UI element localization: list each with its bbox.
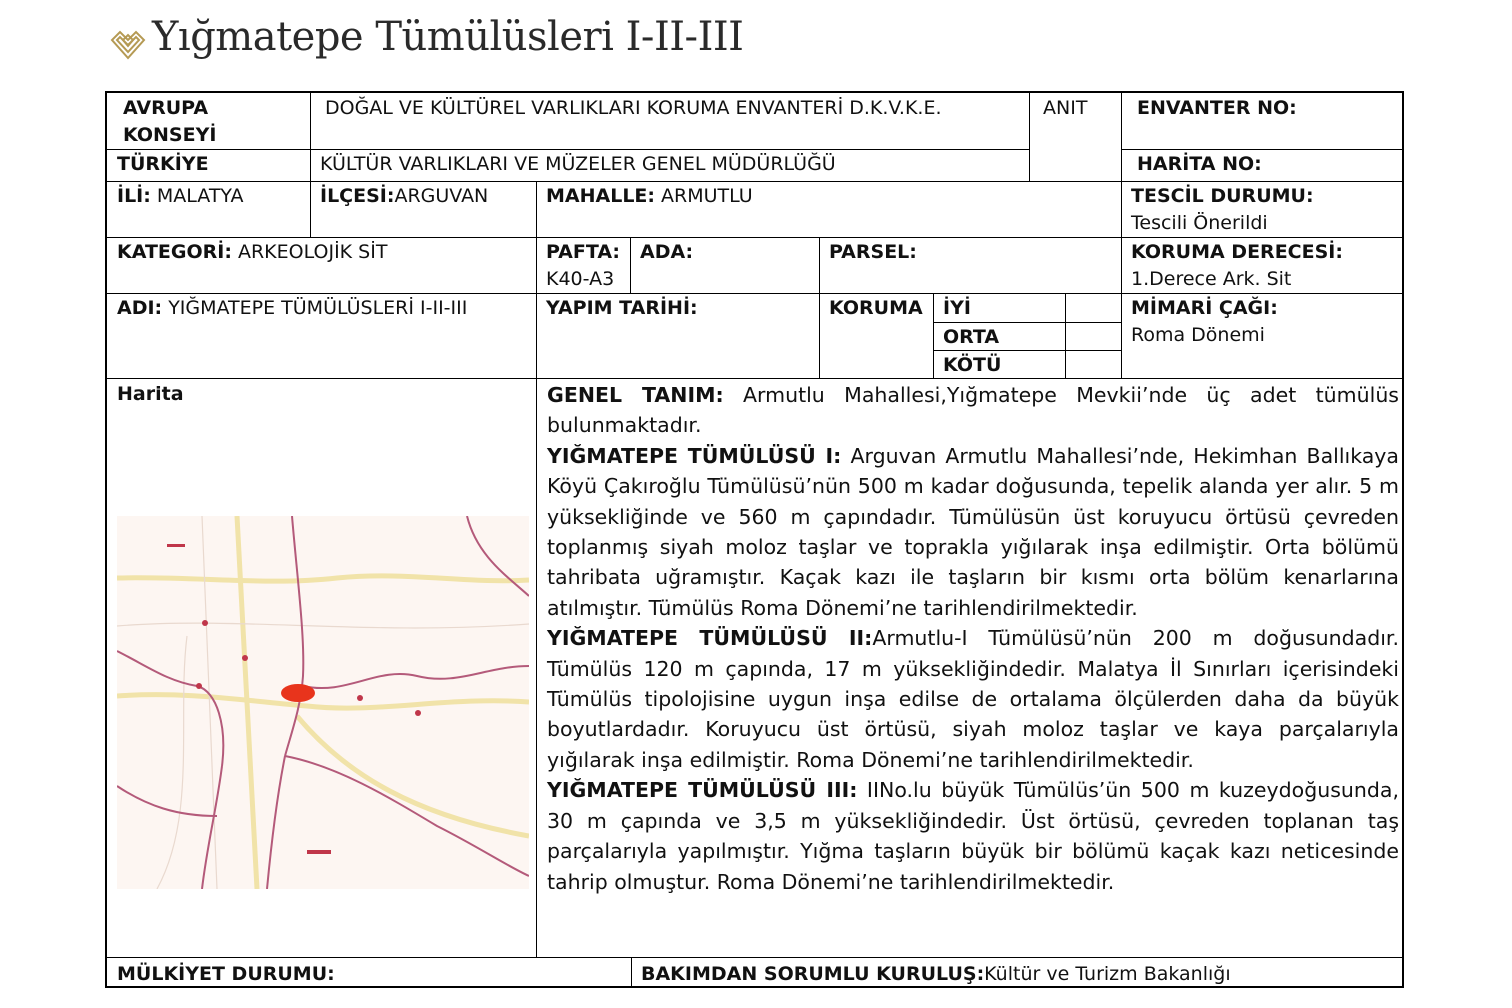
district-value: ARGUVAN (394, 185, 489, 207)
inventory-no (1127, 93, 1403, 124)
neighborhood-label: MAHALLE: (546, 185, 656, 207)
category-value: ARKEOLOJİK SİT (231, 241, 388, 263)
general-description (547, 380, 1399, 897)
inventory-form (105, 91, 1404, 988)
district-cell (310, 181, 536, 212)
protection-good (933, 293, 1065, 323)
parcel-cell (819, 237, 1121, 268)
tumulus-1-text: Arguvan Armutlu Mahallesi’nde, Hekimhan Ballıkaya Köyü Çakıroğlu Tümülüsü’nün 500 m kadar doğusunda, tepelik alanda yer alır. 5 m yüksekliğinde ve 560 m çapındadır. Tümülüsün üst koruyucu örtüsü çevreden toplanmış siyah moloz taşlar ve toprakla yığılarak inşa edilmiştir. Orta bölümü tahribata uğramıştır. Kaçak kazı ile taşların bir kısmı orta bölüm kenarlarına atılmıştır. Tümülüs Roma Dönemi’ne tarihlendirilmektedir. (547, 443, 1399, 620)
tumulus-3-text: IINo.lu büyük Tümülüs’ün 500 m kuzeydoğusunda, 30 m çapında ve 3,5 m yüksekliğindedir. Üst örtüsü, çevreden toplanan taş parçalarıyla yapılmıştır. Yığma taşların büyük bir bölümü kaçak kazı neticesinde tahrip olmuştur. Roma Dönemi’ne tarihlendirilmektedir. (547, 778, 1399, 894)
protection-medium (933, 322, 1065, 352)
name-label: ADI: (117, 297, 163, 319)
sheet-value: K40-A3 (546, 268, 615, 290)
architectural-age-label: MİMARİ ÇAĞI: (1131, 297, 1278, 319)
build-date-label: YAPIM TARİHİ: (546, 297, 698, 319)
district-label: İLÇESİ: (320, 185, 395, 207)
protection-degree-label: KORUMA DERECESİ: (1131, 241, 1343, 263)
protection-degree-cell (1121, 237, 1404, 295)
category-cell (107, 237, 536, 268)
sheet-label: PAFTA: (546, 241, 621, 263)
tumulus-3-paragraph (547, 775, 1399, 897)
registration-value: Tescili Önerildi (1131, 212, 1268, 234)
province-label: İLİ: (117, 185, 151, 207)
site-marker (281, 684, 315, 702)
maintenance-cell (631, 959, 1404, 990)
name-value: YIĞMATEPE TÜMÜLÜSLERİ I-II-III (162, 297, 468, 319)
neighborhood-value: ARMUTLU (655, 185, 753, 207)
map-label: Harita (117, 383, 184, 405)
map-no (1127, 149, 1403, 180)
province-value: MALATYA (150, 185, 244, 207)
registration-cell (1121, 181, 1404, 239)
general-label: GENEL TANIM: (547, 383, 724, 407)
architectural-age-cell (1121, 293, 1404, 351)
tumulus-2-label: YIĞMATEPE TÜMÜLÜSÜ II: (547, 626, 873, 651)
block-label: ADA: (640, 241, 694, 263)
general-text: Armutlu Mahallesi,Yığmatepe Mevkii’nde üç adet tümülüs bulunmaktadır. (547, 383, 1399, 438)
protection-good-label: İYİ (943, 297, 971, 319)
country-cell (107, 149, 307, 180)
neighborhood-cell (536, 181, 1120, 212)
inventory-name: DOĞAL VE KÜLTÜREL VARLIKLARI KORUMA ENVANTERİ D.K.V.K.E. (325, 97, 942, 119)
protection-degree-value: 1.Derece Ark. Sit (1131, 268, 1292, 290)
general-paragraph (547, 380, 1399, 441)
block-cell (630, 237, 819, 268)
diamond-heart-logo-icon (108, 22, 148, 62)
name-cell (107, 293, 536, 324)
tumulus-2-paragraph (547, 623, 1399, 775)
protection-label: KORUMA (829, 297, 923, 319)
sheet-cell (536, 237, 630, 295)
build-date-cell (536, 293, 819, 324)
map-no-label: HARİTA NO: (1137, 153, 1262, 175)
country-label: TÜRKİYE (117, 153, 209, 175)
province-cell (107, 181, 309, 212)
registration-label: TESCİL DURUMU: (1131, 185, 1314, 207)
ownership-cell (107, 959, 631, 990)
location-map (117, 516, 529, 889)
type-cell: ANIT (1043, 97, 1088, 119)
protection-bad (933, 350, 1065, 380)
ownership-label: MÜLKİYET DURUMU: (117, 963, 335, 985)
parcel-label: PARSEL: (829, 241, 917, 263)
protection-cell (819, 293, 933, 324)
protection-bad-label: KÖTÜ (943, 354, 1002, 376)
maintenance-value: Kültür ve Turizm Bakanlığı (984, 963, 1231, 985)
ministry-cell: KÜLTÜR VARLIKLARI VE MÜZELER GENEL MÜDÜRLÜĞÜ (320, 153, 836, 175)
tumulus-1-paragraph (547, 441, 1399, 623)
org-label: AVRUPA KONSEYİ (123, 97, 217, 146)
tumulus-1-label: YIĞMATEPE TÜMÜLÜSÜ I: (547, 443, 842, 468)
architectural-age-value: Roma Dönemi (1131, 324, 1265, 346)
maintenance-label: BAKIMDAN SORUMLU KURULUŞ: (641, 963, 985, 985)
inventory-no-label: ENVANTER NO: (1137, 97, 1297, 119)
category-label: KATEGORİ: (117, 241, 232, 263)
org-cell (113, 93, 303, 151)
map-label-cell (107, 379, 536, 410)
protection-medium-label: ORTA (943, 326, 1000, 348)
tumulus-2-text: Armutlu-I Tümülüsü’nün 200 m doğusundadır. Tümülüs 120 m çapında, 17 m yüksekliğindedir. Malatya İl Sınırları içerisindeki Tümülüs tipolojisine uygun inşa edilse de ortalama ölçülerden daha da büyük boyutlardadır. Koruyucu üst örtüsü, siyah moloz taşlar ve kaya parçalarıyla yığılarak inşa edilmiştir. Roma Dönemi’ne tarihlendirilmektedir. (547, 626, 1399, 772)
page-title: Yığmatepe Tümülüsleri I-II-III (152, 14, 744, 60)
tumulus-3-label: YIĞMATEPE TÜMÜLÜSÜ III: (547, 778, 858, 803)
